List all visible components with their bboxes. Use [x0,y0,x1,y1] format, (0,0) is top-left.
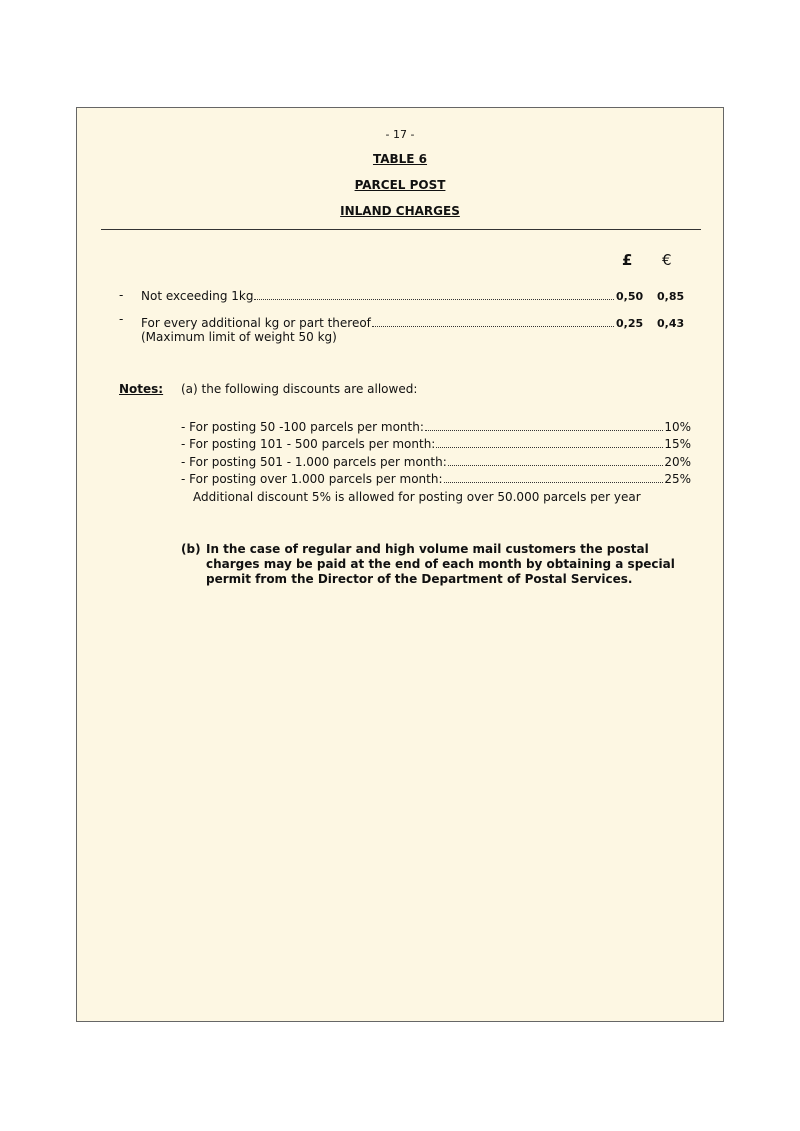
discount-label: - For posting 501 - 1.000 parcels per month: [181,455,447,469]
divider [101,229,701,230]
charge-1-label: Not exceeding 1kg [141,289,254,303]
section-title: INLAND CHARGES [340,204,460,218]
note-b-label: (b) [181,542,201,556]
charge-2-gbp: 0,25 [616,317,644,330]
leader-dots [372,326,614,327]
discount-percent: 15% [664,437,691,451]
discount-row [181,437,691,451]
leader-dots [444,482,664,483]
discount-percent: 10% [664,420,691,434]
charge-1-row [141,289,615,303]
charge-1-gbp: 0,50 [616,290,644,303]
additional-discount: Additional discount 5% is allowed for posting over 50.000 parcels per year [193,490,641,504]
charge-2-eur: 0,43 [657,317,685,330]
charge-1-bullet: - [119,288,124,302]
leader-dots [436,447,663,448]
charge-1-eur: 0,85 [657,290,685,303]
document-page [76,107,724,1022]
note-a-intro: (a) the following discounts are allowed: [181,382,418,396]
subtitle: PARCEL POST [354,178,446,192]
discount-percent: 20% [664,455,691,469]
leader-dots [254,299,614,300]
notes-label: Notes: [119,382,164,396]
discount-row [181,420,691,434]
leader-dots [448,465,664,466]
currency-eur-header: € [662,251,672,269]
charge-2-bullet: - [119,312,124,326]
charge-2-label: For every additional kg or part thereof [141,316,371,330]
leader-dots [425,430,663,431]
discount-label: - For posting over 1.000 parcels per month: [181,472,443,486]
currency-gbp-header: £ [622,251,633,269]
discount-label: - For posting 50 -100 parcels per month: [181,420,424,434]
discount-row [181,455,691,469]
discount-label: - For posting 101 - 500 parcels per month: [181,437,436,451]
note-b-text: In the case of regular and high volume mail customers the postal charges may be paid at the end of each month by obtaining a special permit from the Director of the Department of Postal Services. [206,542,675,586]
table-title: TABLE 6 [372,152,428,166]
discount-row [181,472,691,486]
charge-2-note: (Maximum limit of weight 50 kg) [141,330,337,344]
page-number: - 17 - [385,128,415,141]
charge-2-row [141,316,615,330]
discount-percent: 25% [664,472,691,486]
